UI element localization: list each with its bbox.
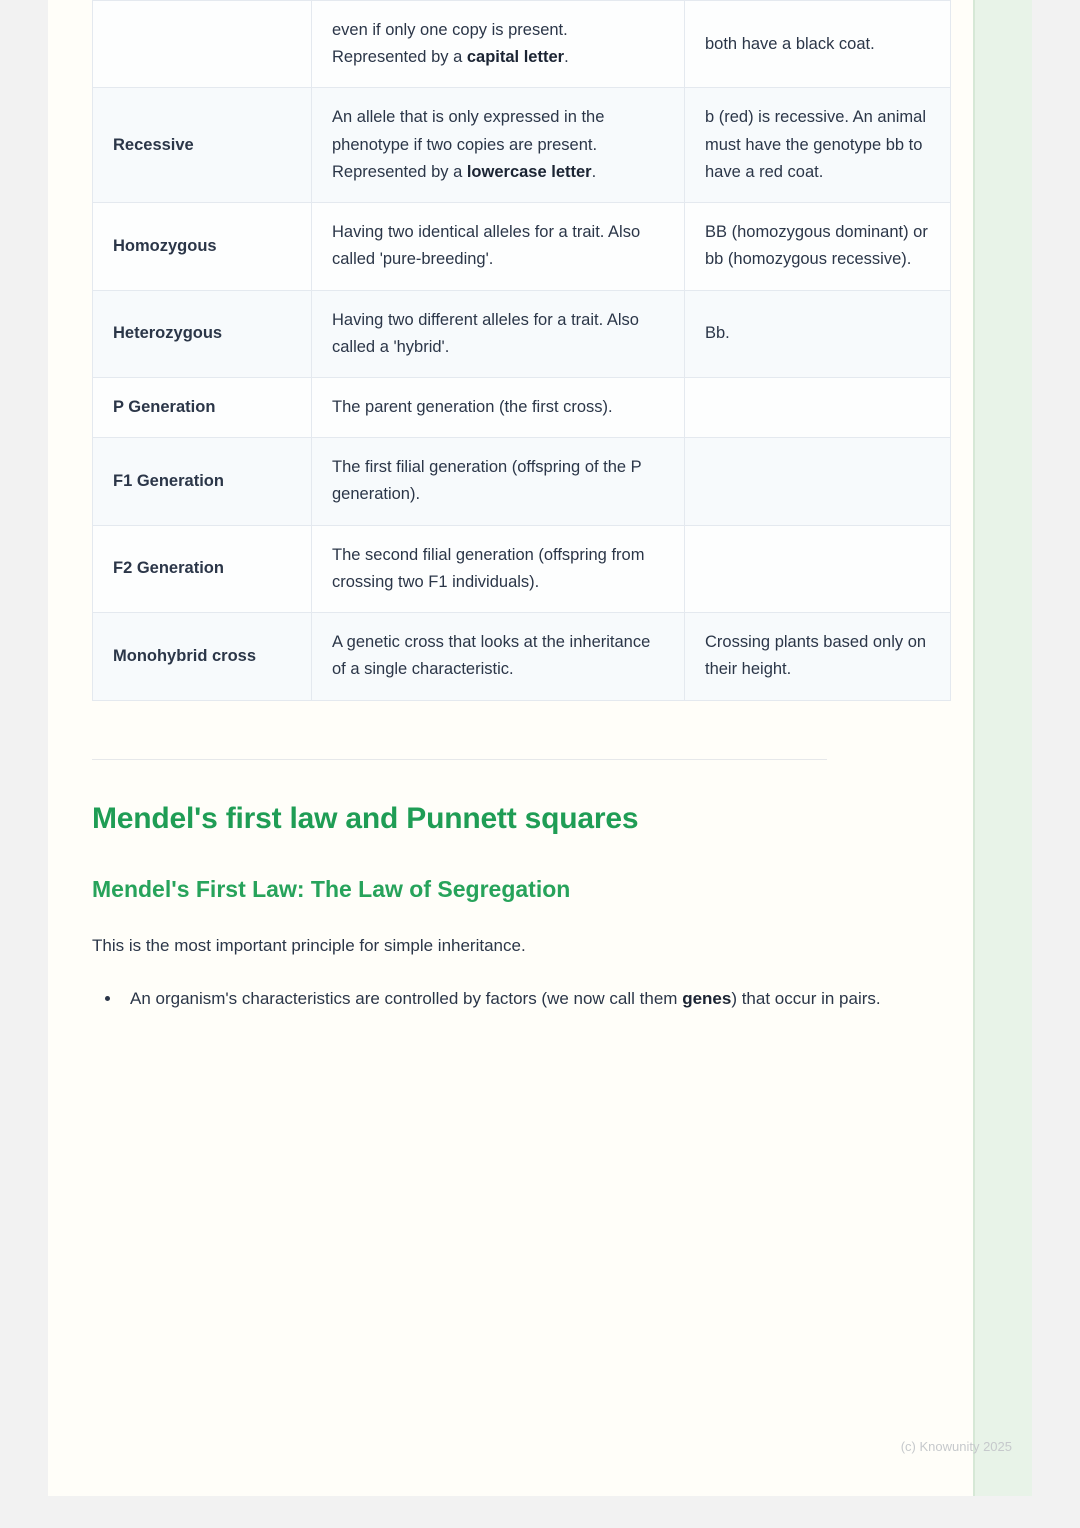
table-row <box>93 613 951 700</box>
table-cell-term: Heterozygous <box>93 290 312 377</box>
list-item-emphasis: genes <box>682 989 732 1009</box>
table-cell-example <box>685 438 951 525</box>
table-cell-definition <box>312 88 685 203</box>
table-row <box>93 525 951 612</box>
table-row <box>93 377 951 437</box>
table-row <box>93 203 951 290</box>
table-row <box>93 290 951 377</box>
section-bullet-list <box>92 983 882 1015</box>
table-cell-example: b (red) is recessive. An animal must have the genotype bb to have a red coat. <box>685 88 951 203</box>
table-cell-definition <box>312 1 685 88</box>
table-cell-definition: Having two different alleles for a trait. Also called a 'hybrid'. <box>312 290 685 377</box>
document-content <box>92 0 928 1015</box>
table-cell-definition: A genetic cross that looks at the inheritance of a single characteristic. <box>312 613 685 700</box>
definition-tail: . <box>591 162 597 181</box>
table-cell-example <box>685 525 951 612</box>
genetics-glossary-table <box>92 0 951 701</box>
definition-emphasis: lowercase letter <box>466 162 592 181</box>
table-cell-term: Recessive <box>93 88 312 203</box>
table-row <box>93 1 951 88</box>
section-subheading: Mendel's First Law: The Law of Segregation <box>92 876 571 902</box>
table-cell-example: Crossing plants based only on their height. <box>685 613 951 700</box>
definition-emphasis: capital letter <box>466 48 565 67</box>
table-cell-term: Homozygous <box>93 203 312 290</box>
table-cell-definition: The first filial generation (offspring of the P generation). <box>312 438 685 525</box>
table-cell-term <box>93 1 312 88</box>
table-cell-term: Monohybrid cross <box>93 613 312 700</box>
list-item-tail: ) that occur in pairs. <box>731 989 881 1009</box>
table-cell-definition: The second filial generation (offspring from crossing two F1 individuals). <box>312 525 685 612</box>
section-intro-paragraph: This is the most important principle for simple inheritance. <box>92 935 526 955</box>
page-side-strip-border <box>973 0 975 1496</box>
list-item-text: An organism's characteristics are controlled by factors (we now call them <box>130 989 683 1009</box>
list-item <box>122 983 882 1015</box>
document-page <box>48 0 1032 1496</box>
table-row <box>93 88 951 203</box>
copyright-watermark: (c) Knowunity 2025 <box>900 1439 1012 1454</box>
page-side-strip <box>974 0 1032 1496</box>
table-cell-definition: Having two identical alleles for a trait. Also called 'pure-breeding'. <box>312 203 685 290</box>
table-cell-example <box>685 377 951 437</box>
table-cell-term: P Generation <box>93 377 312 437</box>
definition-text: even if only one copy is present. Represented by a <box>332 21 568 67</box>
table-row <box>93 438 951 525</box>
table-cell-example: Bb. <box>685 290 951 377</box>
section-divider <box>92 759 827 760</box>
definition-tail: . <box>564 48 569 67</box>
table-cell-term: F2 Generation <box>93 525 312 612</box>
table-cell-definition: The parent generation (the first cross). <box>312 377 685 437</box>
table-cell-term: F1 Generation <box>93 438 312 525</box>
definition-text: An allele that is only expressed in the phenotype if two copies are present. Represented by a <box>332 108 605 181</box>
table-cell-example: BB (homozygous dominant) or bb (homozygous recessive). <box>685 203 951 290</box>
section-heading: Mendel's first law and Punnett squares <box>92 801 639 835</box>
table-cell-example: both have a black coat. <box>685 1 951 88</box>
